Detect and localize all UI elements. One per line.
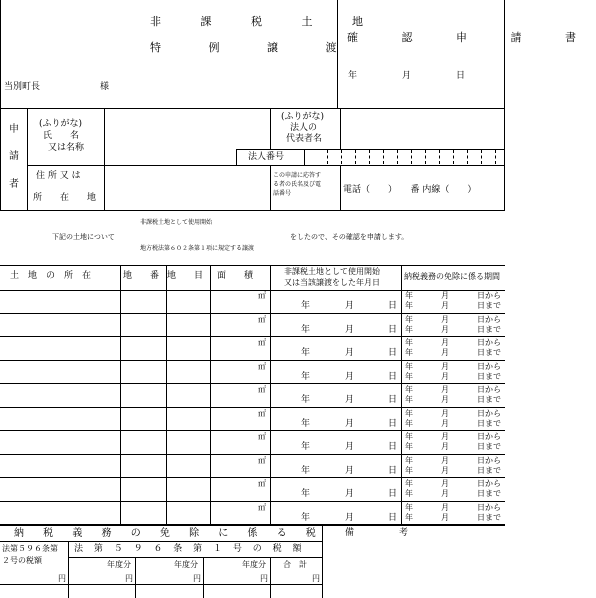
period-to-day: 日まで [477, 489, 501, 498]
start-year: 年 [301, 489, 311, 499]
period-to-day: 日まで [477, 442, 501, 451]
period-to-day: 日まで [477, 418, 501, 428]
rep-name-field[interactable] [342, 110, 502, 148]
location-cell[interactable] [0, 431, 120, 455]
contact-label-3: 話番号 [273, 190, 292, 197]
period-from-day: 日から [477, 408, 501, 418]
applicant-side-label-1: 申 [9, 124, 19, 135]
yen-unit-1: 円 [58, 574, 66, 583]
area-unit: ㎡ [258, 385, 266, 394]
start-date-cell[interactable] [270, 384, 401, 408]
period-from-day: 日から [477, 479, 501, 488]
start-month: 月 [345, 301, 355, 311]
period-from-year: 年 [405, 432, 413, 441]
lot-cell[interactable] [120, 455, 166, 479]
rep-label: 法人の [290, 123, 318, 133]
rep-label-2: 代表者名 [286, 134, 323, 144]
area-unit: ㎡ [258, 291, 266, 300]
period-from-day: 日から [477, 432, 501, 441]
header-date-month: 月 [402, 71, 412, 81]
location-cell[interactable] [0, 455, 120, 479]
period-from-day: 日から [477, 314, 501, 324]
category-cell[interactable] [166, 337, 210, 361]
start-month: 月 [345, 395, 355, 405]
col-header-start: 非課税土地として使用開始 [284, 267, 380, 276]
period-from-year: 年 [405, 338, 413, 347]
location-cell[interactable] [0, 337, 120, 361]
table-row[interactable] [0, 455, 505, 479]
period-to-month: 月 [441, 442, 449, 451]
addressee-honorific: 様 [100, 82, 110, 92]
header-date-day: 日 [456, 71, 466, 81]
period-from-month: 月 [441, 314, 449, 324]
form-title-line2: 特 例 譲 渡 [150, 41, 359, 54]
period-to-day: 日まで [477, 395, 501, 404]
period-to-year: 年 [405, 301, 413, 310]
table-row[interactable] [0, 502, 505, 526]
start-month: 月 [345, 465, 355, 476]
period-to-day: 日まで [477, 348, 501, 357]
start-month: 月 [345, 489, 355, 499]
col-header-location: 土 地 の 所 在 [10, 271, 92, 281]
category-cell[interactable] [166, 290, 210, 314]
period-from-month: 月 [441, 385, 449, 394]
table-row[interactable] [0, 384, 505, 408]
start-day: 日 [388, 442, 398, 452]
period-from-year: 年 [405, 408, 413, 418]
area-unit: ㎡ [258, 338, 266, 347]
name-furigana-label: (ふりがな) [39, 119, 83, 129]
lot-cell[interactable] [120, 502, 166, 526]
lot-cell[interactable] [120, 384, 166, 408]
applicant-side-label-2: 請 [9, 151, 19, 162]
start-day: 日 [388, 489, 398, 499]
start-year: 年 [301, 418, 311, 429]
start-month: 月 [345, 418, 355, 429]
period-to-month: 月 [441, 348, 449, 357]
start-month: 月 [345, 371, 355, 382]
period-from-year: 年 [405, 502, 413, 512]
address-field[interactable] [106, 167, 268, 209]
period-from-month: 月 [441, 455, 449, 465]
period-to-day: 日まで [477, 301, 501, 310]
period-from-day: 日から [477, 455, 501, 465]
request-prefix: 下記の土地について [52, 233, 115, 241]
period-to-month: 月 [441, 324, 449, 334]
lot-cell[interactable] [120, 431, 166, 455]
phone-label[interactable]: 電話（ ） 番 内線（ ） [343, 185, 477, 195]
start-year: 年 [301, 465, 311, 476]
start-year: 年 [301, 371, 311, 382]
table-row[interactable] [0, 431, 505, 455]
art596-1-heading: 法 第 ５ ９ ６ 条 第 １ 号 の 税 額 [74, 544, 306, 554]
period-to-day: 日まで [477, 512, 501, 522]
start-year: 年 [301, 301, 311, 311]
period-to-year: 年 [405, 418, 413, 428]
start-month: 月 [345, 324, 355, 335]
table-row[interactable] [0, 314, 505, 338]
col-header-category: 地 目 [167, 271, 204, 281]
yen-unit-3: 円 [193, 574, 201, 583]
period-to-month: 月 [441, 395, 449, 404]
period-from-day: 日から [477, 291, 501, 300]
lot-cell[interactable] [120, 337, 166, 361]
period-to-month: 月 [441, 489, 449, 498]
rep-furigana-label: (ふりがな) [281, 112, 325, 122]
art596-2-label: 法第５９６条第 [2, 544, 58, 553]
category-cell[interactable] [166, 384, 210, 408]
name-field[interactable] [106, 110, 268, 163]
start-day: 日 [388, 512, 398, 523]
total-label: 合 計 [283, 560, 307, 569]
start-year: 年 [301, 324, 311, 335]
start-date-cell[interactable] [270, 314, 401, 338]
area-unit: ㎡ [258, 502, 266, 512]
start-day: 日 [388, 418, 398, 429]
request-option-1[interactable]: 非課税土地として使用開始 [140, 219, 213, 226]
corp-number-field[interactable] [306, 150, 503, 164]
fiscal-year-3-label: 年度分 [242, 560, 266, 569]
header-date-year: 年 [348, 71, 358, 81]
period-from-month: 月 [441, 338, 449, 347]
location-cell[interactable] [0, 502, 120, 526]
period-from-year: 年 [405, 314, 413, 324]
addressee: 当別町長 [4, 82, 41, 92]
name-label-2: 又は名称 [48, 143, 85, 153]
start-year: 年 [301, 442, 311, 452]
start-date-cell[interactable] [270, 478, 401, 502]
request-option-2[interactable]: 地方税法第６０２条第１項に規定する譲渡 [140, 245, 255, 252]
address-label-2: 所 在 地 [33, 193, 97, 203]
table-row[interactable] [0, 408, 505, 432]
remarks-field[interactable] [324, 542, 504, 596]
location-cell[interactable] [0, 290, 120, 314]
start-year: 年 [301, 395, 311, 405]
area-unit: ㎡ [258, 408, 266, 418]
period-to-year: 年 [405, 512, 413, 522]
area-unit: ㎡ [258, 361, 266, 371]
category-cell[interactable] [166, 408, 210, 432]
remarks-label: 備 考 [345, 528, 409, 538]
period-to-year: 年 [405, 348, 413, 357]
start-day: 日 [388, 465, 398, 476]
area-unit: ㎡ [258, 455, 266, 465]
period-to-month: 月 [441, 371, 449, 381]
yen-unit-5: 円 [312, 574, 320, 583]
lot-cell[interactable] [120, 478, 166, 502]
table-row[interactable] [0, 361, 505, 385]
period-from-month: 月 [441, 432, 449, 441]
category-cell[interactable] [166, 502, 210, 526]
period-to-month: 月 [441, 512, 449, 522]
corp-number-label: 法人番号 [248, 152, 285, 162]
lot-cell[interactable] [120, 314, 166, 338]
area-unit: ㎡ [258, 479, 266, 488]
period-to-year: 年 [405, 395, 413, 404]
tax-heading: 納 税 義 務 の 免 除 に 係 る 税 [14, 528, 324, 539]
contact-label-2: る者の氏名及び電 [273, 181, 322, 188]
start-date-cell[interactable] [270, 408, 401, 432]
period-to-year: 年 [405, 324, 413, 334]
category-cell[interactable] [166, 478, 210, 502]
start-month: 月 [345, 442, 355, 452]
start-day: 日 [388, 348, 398, 358]
location-cell[interactable] [0, 314, 120, 338]
period-to-day: 日まで [477, 465, 501, 475]
period-from-month: 月 [441, 479, 449, 488]
period-from-day: 日から [477, 361, 501, 371]
start-date-cell[interactable] [270, 431, 401, 455]
col-header-lot: 地 番 [123, 271, 160, 281]
table-row[interactable] [0, 478, 505, 502]
start-year: 年 [301, 512, 311, 523]
category-cell[interactable] [166, 455, 210, 479]
applicant-side-label-3: 者 [9, 179, 19, 190]
location-cell[interactable] [0, 384, 120, 408]
period-to-year: 年 [405, 465, 413, 475]
start-day: 日 [388, 371, 398, 382]
category-cell[interactable] [166, 361, 210, 385]
period-to-day: 日まで [477, 371, 501, 381]
period-from-year: 年 [405, 385, 413, 394]
start-date-cell[interactable] [270, 502, 401, 526]
fiscal-year-2-label: 年度分 [174, 560, 198, 569]
period-from-year: 年 [405, 479, 413, 488]
period-to-month: 月 [441, 301, 449, 310]
location-cell[interactable] [0, 478, 120, 502]
category-cell[interactable] [166, 314, 210, 338]
col-header-start-2: 又は当該譲渡をした年月日 [284, 278, 380, 287]
period-from-month: 月 [441, 361, 449, 371]
contact-label: この申請に応答す [273, 172, 322, 179]
start-date-cell[interactable] [270, 337, 401, 361]
period-from-month: 月 [441, 291, 449, 300]
address-label: 住 所 又 は [36, 171, 81, 181]
start-month: 月 [345, 512, 355, 523]
period-to-year: 年 [405, 489, 413, 498]
period-to-day: 日まで [477, 324, 501, 334]
period-from-year: 年 [405, 291, 413, 300]
col-header-exemption-period: 納税義務の免除に係る期間 [404, 272, 500, 281]
start-day: 日 [388, 324, 398, 335]
start-date-cell[interactable] [270, 361, 401, 385]
period-from-year: 年 [405, 361, 413, 371]
period-to-year: 年 [405, 371, 413, 381]
start-day: 日 [388, 395, 398, 405]
start-date-cell[interactable] [270, 290, 401, 314]
period-from-day: 日から [477, 338, 501, 347]
location-cell[interactable] [0, 408, 120, 432]
start-year: 年 [301, 348, 311, 358]
start-month: 月 [345, 348, 355, 358]
period-from-year: 年 [405, 455, 413, 465]
form-title-confirm: 確 認 申 請 書 [347, 31, 596, 44]
period-from-month: 月 [441, 408, 449, 418]
period-to-year: 年 [405, 442, 413, 451]
start-date-cell[interactable] [270, 455, 401, 479]
art596-2-label-2: ２号の税額 [2, 556, 42, 565]
table-row[interactable] [0, 290, 505, 314]
fiscal-year-1-label: 年度分 [107, 560, 131, 569]
col-header-area: 面 積 [217, 271, 254, 281]
location-cell[interactable] [0, 361, 120, 385]
table-row[interactable] [0, 337, 505, 361]
category-cell[interactable] [166, 431, 210, 455]
lot-cell[interactable] [120, 290, 166, 314]
name-label: 氏 名 [43, 131, 80, 141]
period-to-month: 月 [441, 418, 449, 428]
area-unit: ㎡ [258, 432, 266, 441]
period-from-day: 日から [477, 502, 501, 512]
lot-cell[interactable] [120, 361, 166, 385]
period-from-day: 日から [477, 385, 501, 394]
start-day: 日 [388, 301, 398, 311]
form-title-line1: 非 課 税 土 地 [150, 15, 381, 28]
lot-cell[interactable] [120, 408, 166, 432]
request-suffix: をしたので、その確認を申請します。 [290, 233, 409, 241]
period-from-month: 月 [441, 502, 449, 512]
yen-unit-4: 円 [260, 574, 268, 583]
period-to-month: 月 [441, 465, 449, 475]
yen-unit-2: 円 [125, 574, 133, 583]
area-unit: ㎡ [258, 314, 266, 324]
